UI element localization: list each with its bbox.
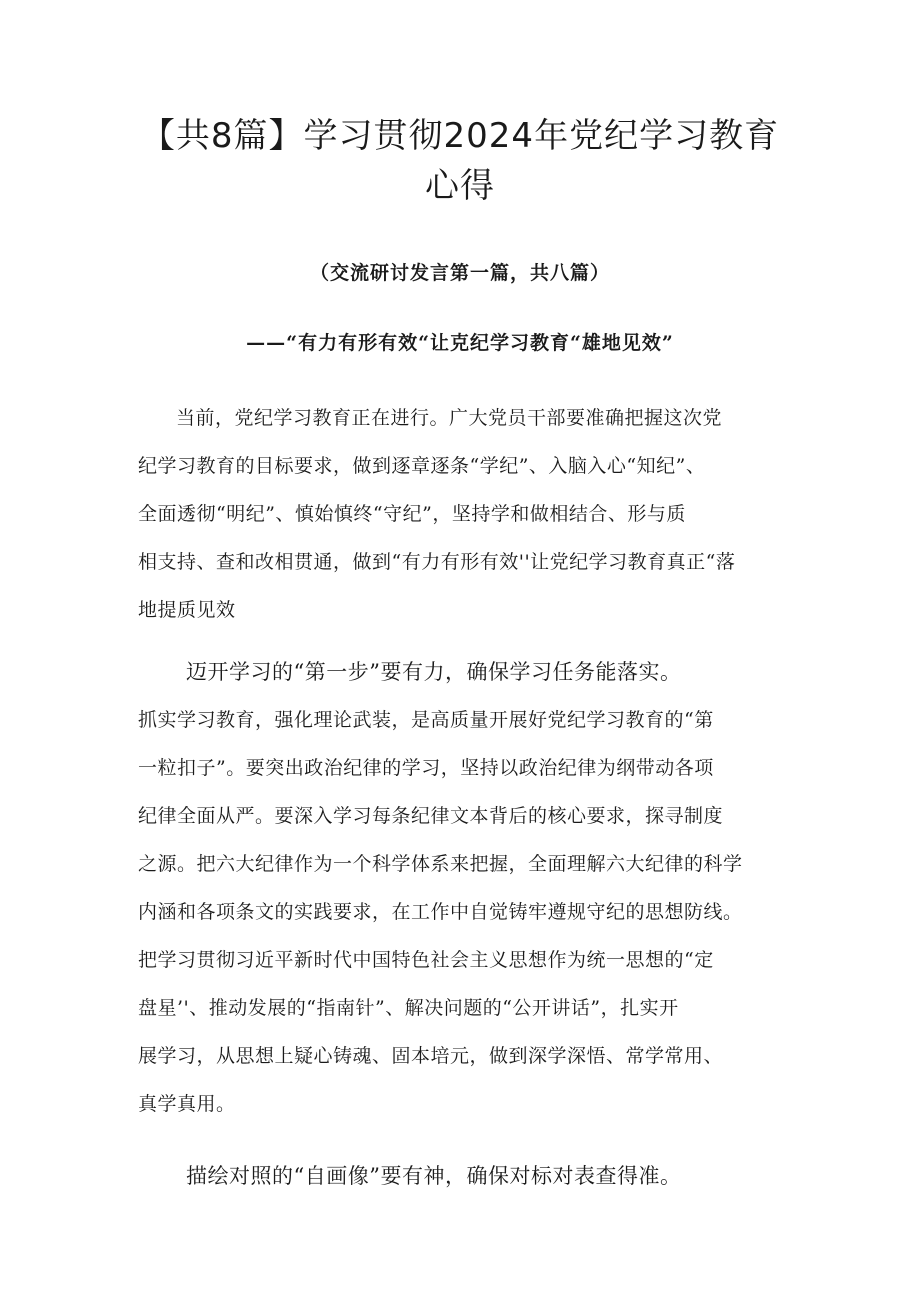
section-heading: 迈开学习的“第一步”要有力，确保学习任务能落实。 bbox=[186, 660, 682, 684]
paragraph-line: 全面透彻“明纪”、慎始慎终“守纪”，坚持学和做相结合、形与质 bbox=[138, 503, 686, 525]
document-title-line-1: 【共8篇】学习贯彻2024年党纪学习教育 bbox=[140, 116, 780, 156]
paragraph-intro bbox=[138, 394, 798, 634]
paragraph-line: 地提质见效 bbox=[138, 599, 236, 621]
paragraph-line: 之源。把六大纪律作为一个科学体系来把握，全面理解六大纪律的科学 bbox=[138, 853, 743, 875]
paragraph-line: 内涵和各项条文的实践要求，在工作中自觉铸牢遵规守纪的思想防线。 bbox=[138, 901, 743, 923]
paragraph-line: 一粒扣子”。要突出政治纪律的学习，坚持以政治纪律为纲带动各项 bbox=[138, 757, 714, 779]
paragraph-self-portrait bbox=[138, 1152, 798, 1200]
paragraph-first-step bbox=[138, 648, 798, 1128]
document-title-line-2: 心得 bbox=[425, 166, 495, 206]
paragraph-line: 纪学习教育的目标要求，做到逐章逐条“学纪”、入脑入心“知纪”、 bbox=[138, 455, 706, 477]
paragraph-line: 纪律全面从严。要深入学习每条纪律文本背后的核心要求，探寻制度 bbox=[138, 805, 724, 827]
document-subtitle: （交流研讨发言第一篇，共八篇） bbox=[309, 262, 610, 284]
paragraph-line: 抓实学习教育，强化理论武装，是高质量开展好党纪学习教育的“第 bbox=[138, 709, 714, 731]
paragraph-line: 展学习，从思想上疑心铸魂、固本培元，做到深学深悟、常学常用、 bbox=[138, 1045, 724, 1067]
paragraph-line: 相支持、查和改相贯通，做到“有力有形有效''让党纪学习教育真正“落 bbox=[138, 551, 736, 573]
section-heading: 描绘对照的“自画像”要有神，确保对标对表查得准。 bbox=[186, 1164, 682, 1188]
paragraph-line: 当前，党纪学习教育正在进行。广大党员干部要准确把握这次党 bbox=[176, 407, 723, 429]
paragraph-line: 把学习贯彻习近平新时代中国特色社会主义思想作为统一思想的“定 bbox=[138, 949, 714, 971]
paragraph-line: 真学真用。 bbox=[138, 1093, 236, 1115]
document-tagline: ——“有力有形有效“让克纪学习教育“雄地见效” bbox=[246, 332, 674, 354]
paragraph-line: 盘星’'、推动发展的“指南针”、解决问题的“公开讲话”，扎实开 bbox=[138, 997, 679, 1019]
